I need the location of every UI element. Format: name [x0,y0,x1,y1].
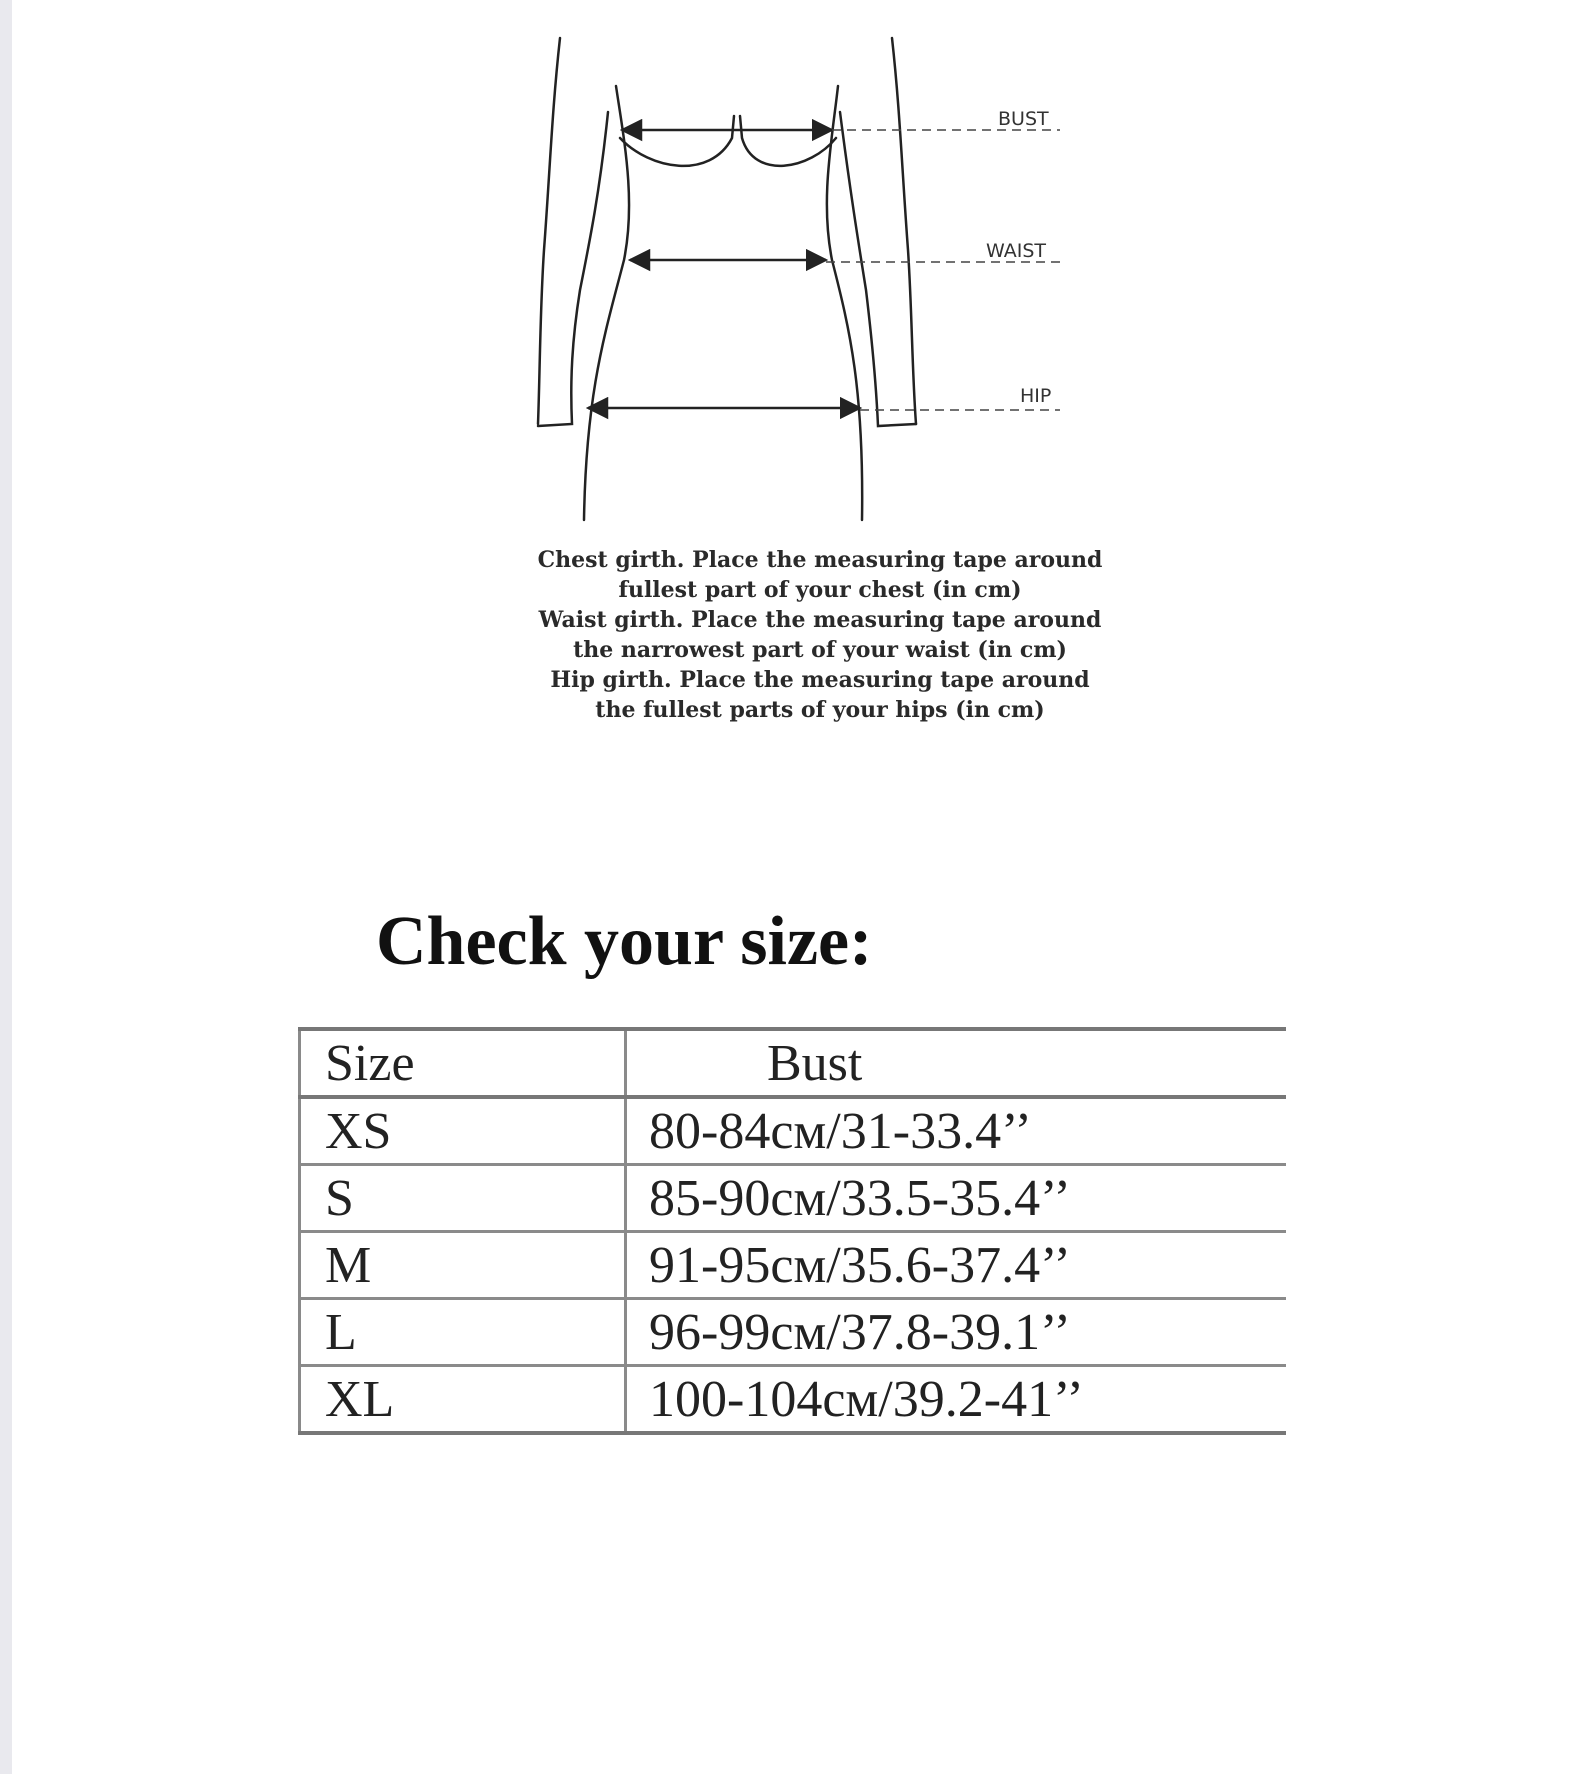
table-row [300,1299,1287,1366]
table-row [300,1232,1287,1299]
torso-left [584,86,629,520]
caption-line: the narrowest part of your waist (in cm) [573,637,1067,663]
size-chart-table [298,1027,1286,1435]
bust-cup-left [620,116,734,166]
size-cell: M [300,1232,626,1299]
bust-label: BUST [998,108,1049,130]
header-size: Size [300,1029,626,1097]
caption-line: fullest part of your chest (in cm) [618,577,1022,603]
right-arm-inner [840,112,916,426]
size-cell: S [300,1165,626,1232]
page-left-edge [0,0,12,1774]
size-cell: L [300,1299,626,1366]
size-cell: XS [300,1097,626,1165]
table-row [300,1165,1287,1232]
body-measurement-diagram [520,30,1080,530]
header-bust: Bust [626,1029,1287,1097]
right-arm-outer [892,38,916,424]
size-cell: XL [300,1366,626,1434]
table-header-row [300,1029,1287,1097]
bust-cup-right [740,116,836,166]
bust-cell: 80-84см/31-33.4’’ [626,1097,1287,1165]
waist-label: WAIST [986,240,1047,262]
page-title: Check your size: [376,903,873,980]
left-arm-outer [538,38,560,424]
table-row [300,1366,1287,1434]
left-arm-inner [538,112,608,426]
caption-line: Chest girth. Place the measuring tape around [537,547,1103,573]
bust-cell: 85-90см/33.5-35.4’’ [626,1165,1287,1232]
table-row [300,1097,1287,1165]
caption-line: Waist girth. Place the measuring tape around [538,607,1102,633]
bust-cell: 100-104см/39.2-41’’ [626,1366,1287,1434]
bust-cell: 96-99см/37.8-39.1’’ [626,1299,1287,1366]
bust-cell: 91-95см/35.6-37.4’’ [626,1232,1287,1299]
measurement-instructions [480,545,1160,725]
hip-label: HIP [1020,385,1052,407]
caption-line: Hip girth. Place the measuring tape around [550,667,1090,693]
caption-line: the fullest parts of your hips (in cm) [595,697,1045,723]
